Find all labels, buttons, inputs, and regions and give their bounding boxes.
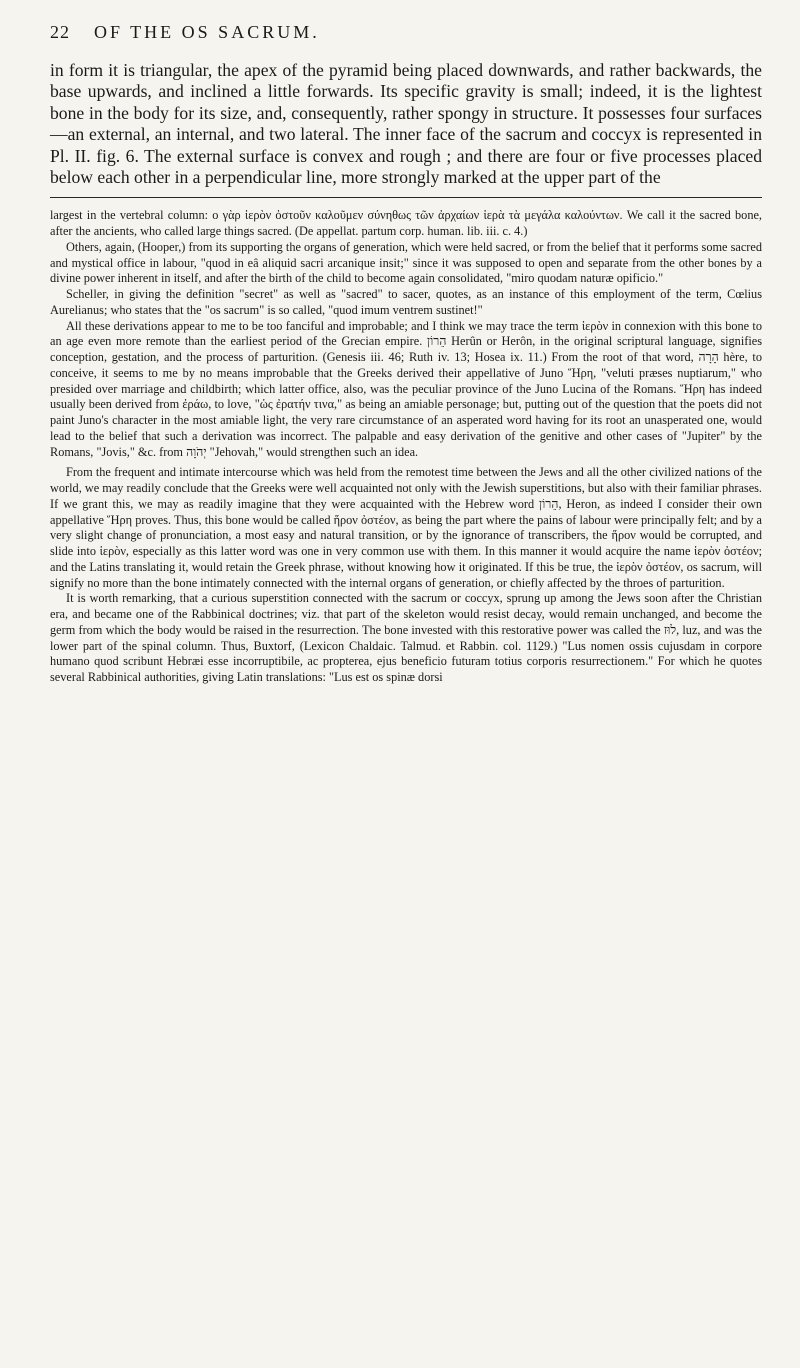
page-number: 22: [50, 22, 70, 42]
main-paragraph: in form it is triangular, the apex of the pyramid being placed downwards, and rather backwards, the base upwards, and inclined a little forwards. Its specific gravity is small; indeed, it is the lightest bone in the body for its size, and, consequently, rather spongy in structure. It possesses four surfaces—an external, an internal, and two lateral. The inner face of the sacrum and coccyx is represented in Pl. II. fig. 6. The external surface is convex and rough ; and there are four or five processes placed below each other in a perpendicular line, more strongly marked at the upper part of the: [50, 60, 762, 188]
footnote-paragraph: largest in the vertebral column: ο γὰρ ἱερὸν ὀστοῦν καλοῦμεν σύνηθως τῶν ἀρχαίων ἱερὰ τὰ μεγάλα καλούντων. We call it the sacred bone, after the ancients, who called large things sacred. (De appellat. partum corp. human. lib. iii. c. 4.): [50, 208, 762, 239]
footnote-divider: [50, 197, 762, 198]
footnotes: [50, 208, 762, 686]
running-head: OF THE OS SACRUM.: [94, 22, 320, 42]
footnote-paragraph: It is worth remarking, that a curious superstition connected with the sacrum or coccyx, sprung up among the Jews soon after the Christian era, and became one of the Rabbinical doctrines; viz. that part of the skeleton would resist decay, would remain unchanged, and become the germ from which the body would be raised in the resurrection. The bone invested with this restorative power was called the לוּז, luz, and was the lower part of the spinal column. Thus, Buxtorf, (Lexicon Chaldaic. Talmud. et Rabbin. col. 1129.) "Lus nomen ossis cujusdam in corpore humano quod scribunt Hebræi esse incorruptibile, ac propterea, ejus beneficio futuram totius corporis resurrectionem." For which he quotes several Rabbinical authorities, giving Latin translations: "Lus est os spinæ dorsi: [50, 591, 763, 685]
footnote-paragraph: All these derivations appear to me to be too fanciful and improbable; and I think we may trace the term ἱερὸν in connexion with this bone to an age even more remote than the earliest period of the Grecian empire. הֵרוֹן Herûn or Herôn, in the original scriptural language, signifies conception, gestation, and the process of parturition. (Genesis iii. 46; Ruth iv. 13; Hosea ix. 11.) From the root of that word, הָרָה hère, to conceive, it seems to me by no means improbable that the Greeks derived their appellative of Juno Ἥρη, "veluti præses nuptiarum," who presided over marriage and childbirth; which latter office, also, was the peculiar province of the Juno Lucina of the Romans. Ἥρη has indeed usually been derived from ἐράω, to love, "ὡς ἐρατήν τινα," as being an amiable personage; but, putting out of the question that the poets did not paint Juno's character in the most amiable light, the very rare circumstance of an asperated word having for its root an unasperated one, would lead to the belief that such a derivation was incorrect. The palpable and easy derivation of the genitive and other cases of "Jupiter" by the Romans, "Jovis," &c. from יְהֹוָה "Jehovah," would strengthen such an idea.: [50, 318, 762, 459]
book-page: [50, 22, 762, 686]
footnote-paragraph: Scheller, in giving the definition "secret" as well as "sacred" to sacer, quotes, as an instance of this employment of the term, Cœlius Aurelianus; who states that the "os sacrum" is so called, "quod imum ventrem sustinet!": [50, 287, 762, 317]
footnote-paragraph: Others, again, (Hooper,) from its supporting the organs of generation, which were held sacred, or from the belief that it performs some sacred and mystical office in labour, "quod in eâ aliquid sacri arcanique insit;" since it was supposed to open and separate from the other bones by a divine power inherent in itself, and after the birth of the child to become again consolidated, "miro quodam naturæ opificio.": [50, 239, 762, 286]
page-header: [50, 22, 762, 56]
footnote-paragraph: From the frequent and intimate intercourse which was held from the remotest time between the Jews and all the other civilized nations of the world, we may readily conclude that the Greeks were well acquainted not only with the Jewish superstitions, but also with their familiar phrases. If we grant this, we may as readily imagine that they were acquainted with the Hebrew word הֵרוֹן, Heron, as indeed I consider their own appellative Ἥρη proves. Thus, this bone would be called ἥρον ὀστέον, as being the part where the pains of labour were principally felt; and by a very slight change of pronunciation, a most easy and natural transition, or by the ignorance of transcribers, the ἥρον would be corrupted, and slide into ἱερὸν, especially as this latter word was one in very common use with them. In this manner it would acquire the name ἱερὸν ὀστέον; and the Latins translating it, would retain the Greek phrase, without knowing how it originated. If this be true, the ἱερὸν ὀστέον, os sacrum, will signify no more than the bone intimately connected with the internal organs of generation, or chiefly affected by the throes of parturition.: [50, 465, 763, 590]
